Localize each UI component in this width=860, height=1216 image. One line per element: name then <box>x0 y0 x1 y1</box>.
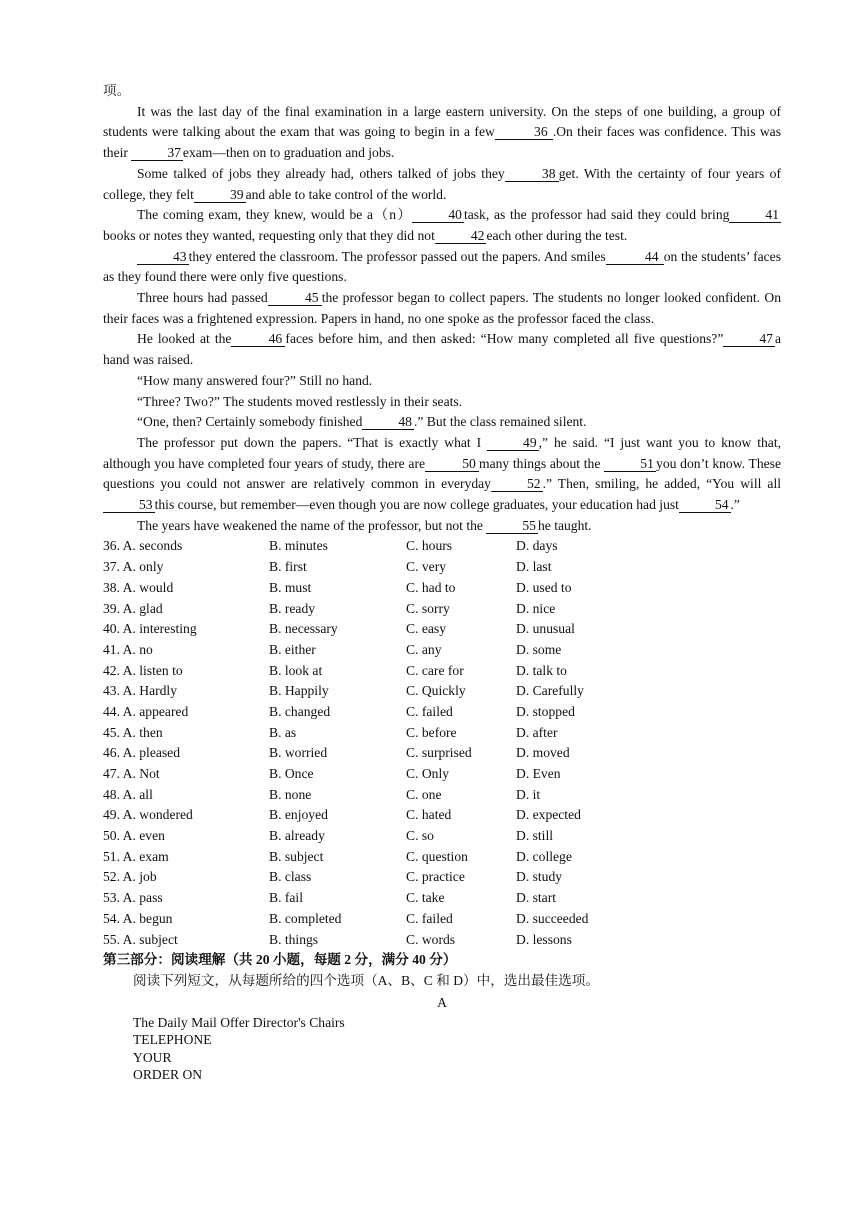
cloze-passage <box>103 102 781 537</box>
option-text: A. job <box>122 869 157 885</box>
option-b: B. Once <box>269 766 314 782</box>
option-row <box>103 723 781 744</box>
option-row <box>103 847 781 868</box>
option-d: D. talk to <box>516 662 567 678</box>
option-row <box>103 557 781 578</box>
option-row <box>103 599 781 620</box>
option-c: C. hours <box>406 538 453 554</box>
option-a <box>103 867 157 888</box>
question-number: 38. <box>103 579 123 595</box>
option-text: A. wondered <box>122 807 193 823</box>
passage-paragraph <box>103 329 781 370</box>
option-b: B. necessary <box>269 621 338 637</box>
question-number: 48. <box>103 786 123 802</box>
top-fragment: 项。 <box>103 83 131 98</box>
option-c: C. failed <box>406 703 453 719</box>
passage-text: .” But the class remained silent. <box>413 414 587 430</box>
option-b: B. minutes <box>269 538 328 554</box>
option-a <box>103 826 165 847</box>
question-number: 51. <box>103 848 123 864</box>
option-a <box>103 847 169 868</box>
passage-text: He looked at the <box>137 331 232 347</box>
blank-53: 53 <box>103 497 155 513</box>
option-a <box>103 785 153 806</box>
option-a <box>103 909 172 930</box>
ad-line: ORDER ON <box>133 1067 203 1083</box>
option-d: D. study <box>516 869 563 885</box>
option-row <box>103 826 781 847</box>
option-row <box>103 805 781 826</box>
option-a <box>103 536 182 557</box>
option-d: D. moved <box>516 745 570 761</box>
blank-39: 39 <box>194 187 246 203</box>
passage-text: this course, but remember—even though you are now college graduates, your education had just <box>154 497 679 513</box>
option-a <box>103 619 197 640</box>
option-c: C. question <box>406 848 468 864</box>
option-b: B. first <box>269 559 307 575</box>
option-a <box>103 640 153 661</box>
passage-text: The professor put down the papers. “That is exactly what I <box>137 434 488 450</box>
option-d: D. lessons <box>516 931 572 947</box>
option-a <box>103 805 193 826</box>
option-a <box>103 723 163 744</box>
option-b: B. either <box>269 641 316 657</box>
passage-text: .” Then, smiling, he added, “You will all <box>542 476 781 492</box>
option-row <box>103 867 781 888</box>
option-a <box>103 681 177 702</box>
option-c: C. so <box>406 828 434 844</box>
passage-text: they entered the classroom. The professor passed out the papers. And smiles <box>188 248 606 264</box>
blank-47: 47 <box>723 331 775 347</box>
section-instruction: 阅读下列短文，从每题所给的四个选项（A、B、C 和 D）中，选出最佳选项。 <box>133 972 599 988</box>
option-d: D. it <box>516 786 541 802</box>
option-row <box>103 681 781 702</box>
passage-paragraph <box>103 412 781 433</box>
option-text: A. would <box>122 579 174 595</box>
blank-49: 49 <box>487 435 539 451</box>
option-d: D. stopped <box>516 703 575 719</box>
option-b: B. none <box>269 786 312 802</box>
option-row <box>103 640 781 661</box>
passage-text: ,” he said. “I just want you to know that, although you have completed four years of study, there are <box>103 434 781 471</box>
option-b: B. fail <box>269 890 303 906</box>
question-number: 42. <box>103 662 123 678</box>
option-b: B. must <box>269 579 312 595</box>
question-number: 50. <box>103 828 123 844</box>
passage-text: books or notes they wanted, requesting only that they did not <box>103 227 435 243</box>
question-number: 52. <box>103 869 123 885</box>
passage-paragraph <box>103 371 781 392</box>
option-c: C. failed <box>406 910 453 926</box>
cloze-options <box>103 536 781 950</box>
passage-text: “Three? Two?” The students moved restlessly in their seats. <box>137 393 463 409</box>
passage-text: exam—then on to graduation and jobs. <box>182 145 395 161</box>
option-text: A. listen to <box>122 662 183 678</box>
passage-text: he taught. <box>537 517 592 533</box>
option-text: A. Not <box>122 766 160 782</box>
passage-text: faces before him, and then asked: “How many completed all five questions?” <box>285 331 724 347</box>
question-number: 49. <box>103 807 123 823</box>
option-row <box>103 702 781 723</box>
option-text: A. only <box>122 559 164 575</box>
option-d: D. Carefully <box>516 683 584 699</box>
option-d: D. days <box>516 538 558 554</box>
exam-page <box>103 81 781 1084</box>
option-row <box>103 785 781 806</box>
option-row <box>103 661 781 682</box>
passage-text: task, as the professor had said they could bring <box>463 207 730 223</box>
option-d: D. Even <box>516 766 561 782</box>
ad-line: YOUR <box>133 1049 172 1065</box>
passage-text: and able to take control of the world. <box>245 186 447 202</box>
passage-text: It was the last day of the final examination in a large eastern university. On the steps of one building, a group of students were talking about the exam that was going to begin in a few <box>103 103 781 140</box>
option-a <box>103 764 160 785</box>
option-a <box>103 888 163 909</box>
option-c: C. very <box>406 559 447 575</box>
passage-text: each other during the test. <box>486 227 628 243</box>
option-text: A. all <box>122 786 153 802</box>
blank-38: 38 <box>505 166 559 182</box>
option-b: B. as <box>269 724 297 740</box>
option-d: D. succeeded <box>516 910 589 926</box>
option-text: A. even <box>122 828 165 844</box>
passage-text: you don’t know. These questions you could not answer are relatively common in everyday <box>103 455 781 492</box>
option-row <box>103 909 781 930</box>
passage-text: The years have weakened the name of the professor, but not the <box>137 517 487 533</box>
option-d: D. some <box>516 641 562 657</box>
option-row <box>103 578 781 599</box>
option-c: C. care for <box>406 662 464 678</box>
option-b: B. subject <box>269 848 324 864</box>
option-c: C. hated <box>406 807 452 823</box>
question-number: 46. <box>103 745 123 761</box>
option-text: A. no <box>122 641 153 657</box>
question-number: 43. <box>103 683 123 699</box>
passage-paragraph <box>103 247 781 288</box>
option-text: A. exam <box>122 848 169 864</box>
option-a <box>103 599 163 620</box>
blank-51: 51 <box>604 456 656 472</box>
option-c: C. easy <box>406 621 447 637</box>
passage-text: .” <box>730 497 740 513</box>
passage-paragraph <box>103 392 781 413</box>
blank-43: 43 <box>137 249 189 265</box>
option-row <box>103 619 781 640</box>
option-c: C. Quickly <box>406 683 466 699</box>
option-d: D. used to <box>516 579 572 595</box>
option-c: C. had to <box>406 579 456 595</box>
passage-label: A <box>437 994 447 1010</box>
question-number: 47. <box>103 766 123 782</box>
option-a <box>103 661 183 682</box>
option-b: B. already <box>269 828 325 844</box>
passage-paragraph <box>103 164 781 205</box>
passage-text: the professor began to collect papers. The students no longer looked confident. On their faces was a frightened expression. Papers in hand, no one spoke as the professor faced the class. <box>103 290 781 326</box>
option-d: D. last <box>516 559 552 575</box>
option-text: A. glad <box>122 600 163 616</box>
passage-paragraph <box>103 433 781 516</box>
option-c: C. before <box>406 724 457 740</box>
option-text: A. begun <box>122 910 173 926</box>
blank-45: 45 <box>268 290 322 306</box>
passage-text: on the students’ faces as they found there were only five questions. <box>103 248 781 285</box>
question-number: 37. <box>103 559 123 575</box>
option-row <box>103 764 781 785</box>
option-b: B. class <box>269 869 312 885</box>
option-text: A. appeared <box>122 703 189 719</box>
blank-36: 36 <box>495 124 553 140</box>
blank-54: 54 <box>679 497 731 513</box>
passage-paragraph <box>103 102 781 164</box>
option-b: B. enjoyed <box>269 807 328 823</box>
question-number: 53. <box>103 890 123 906</box>
ad-line: The Daily Mail Offer Director's Chairs <box>133 1014 345 1030</box>
option-text: A. subject <box>122 931 178 947</box>
passage-text: many things about the <box>479 455 605 471</box>
blank-41: 41 <box>729 207 781 223</box>
passage-paragraph <box>103 205 781 246</box>
option-d: D. expected <box>516 807 581 823</box>
passage-text: .On their faces was confidence. This was their <box>103 124 781 161</box>
passage-text: get. With the certainty of four years of college, they felt <box>103 165 781 202</box>
option-row <box>103 930 781 951</box>
option-b: B. changed <box>269 703 331 719</box>
passage-text: a hand was raised. <box>103 331 781 368</box>
passage-text: Some talked of jobs they already had, others talked of jobs they <box>137 165 505 181</box>
option-text: A. Hardly <box>122 683 178 699</box>
passage-text: “How many answered four?” Still no hand. <box>137 372 373 388</box>
option-d: D. after <box>516 724 558 740</box>
passage-paragraph <box>103 516 781 537</box>
passage-paragraph <box>103 288 781 329</box>
question-number: 39. <box>103 600 123 616</box>
option-text: A. seconds <box>122 538 183 554</box>
option-d: D. college <box>516 848 572 864</box>
blank-48: 48 <box>362 414 414 430</box>
blank-37: 37 <box>131 145 183 161</box>
option-a <box>103 743 180 764</box>
option-c: C. Only <box>406 766 450 782</box>
option-c: C. take <box>406 890 445 906</box>
option-c: C. sorry <box>406 600 450 616</box>
option-text: A. pleased <box>122 745 181 761</box>
section-heading: 第三部分：阅读理解（共 20 小题，每题 2 分，满分 40 分） <box>103 952 457 968</box>
blank-55: 55 <box>486 518 538 534</box>
question-number: 40. <box>103 621 123 637</box>
option-d: D. start <box>516 890 557 906</box>
option-b: B. completed <box>269 910 342 926</box>
option-d: D. still <box>516 828 554 844</box>
option-c: C. surprised <box>406 745 472 761</box>
option-b: B. things <box>269 931 319 947</box>
passage-text: The coming exam, they knew, would be a（n） <box>137 207 413 223</box>
passage-text: “One, then? Certainly somebody finished <box>137 414 363 430</box>
option-b: B. worried <box>269 745 328 761</box>
blank-50: 50 <box>425 456 479 472</box>
blank-40: 40 <box>412 207 464 223</box>
option-text: A. then <box>122 724 163 740</box>
passage-text: Three hours had passed <box>137 290 268 306</box>
question-number: 54. <box>103 910 123 926</box>
blank-42: 42 <box>435 228 487 244</box>
option-c: C. any <box>406 641 442 657</box>
option-b: B. ready <box>269 600 316 616</box>
ad-line: TELEPHONE <box>133 1032 212 1048</box>
option-row <box>103 536 781 557</box>
option-d: D. nice <box>516 600 556 616</box>
option-a <box>103 702 188 723</box>
option-row <box>103 888 781 909</box>
option-b: B. Happily <box>269 683 329 699</box>
ad-text <box>103 1014 781 1084</box>
question-number: 45. <box>103 724 123 740</box>
option-c: C. one <box>406 786 442 802</box>
blank-46: 46 <box>231 331 285 347</box>
option-d: D. unusual <box>516 621 575 637</box>
blank-44: 44 <box>606 249 664 265</box>
option-c: C. words <box>406 931 456 947</box>
option-a <box>103 930 178 951</box>
option-row <box>103 743 781 764</box>
option-text: A. interesting <box>122 621 197 637</box>
option-text: A. pass <box>122 890 163 906</box>
question-number: 55. <box>103 931 123 947</box>
option-c: C. practice <box>406 869 465 885</box>
question-number: 41. <box>103 641 123 657</box>
question-number: 44. <box>103 703 123 719</box>
option-b: B. look at <box>269 662 323 678</box>
question-number: 36. <box>103 538 123 554</box>
blank-52: 52 <box>491 476 543 492</box>
option-a <box>103 578 173 599</box>
option-a <box>103 557 163 578</box>
